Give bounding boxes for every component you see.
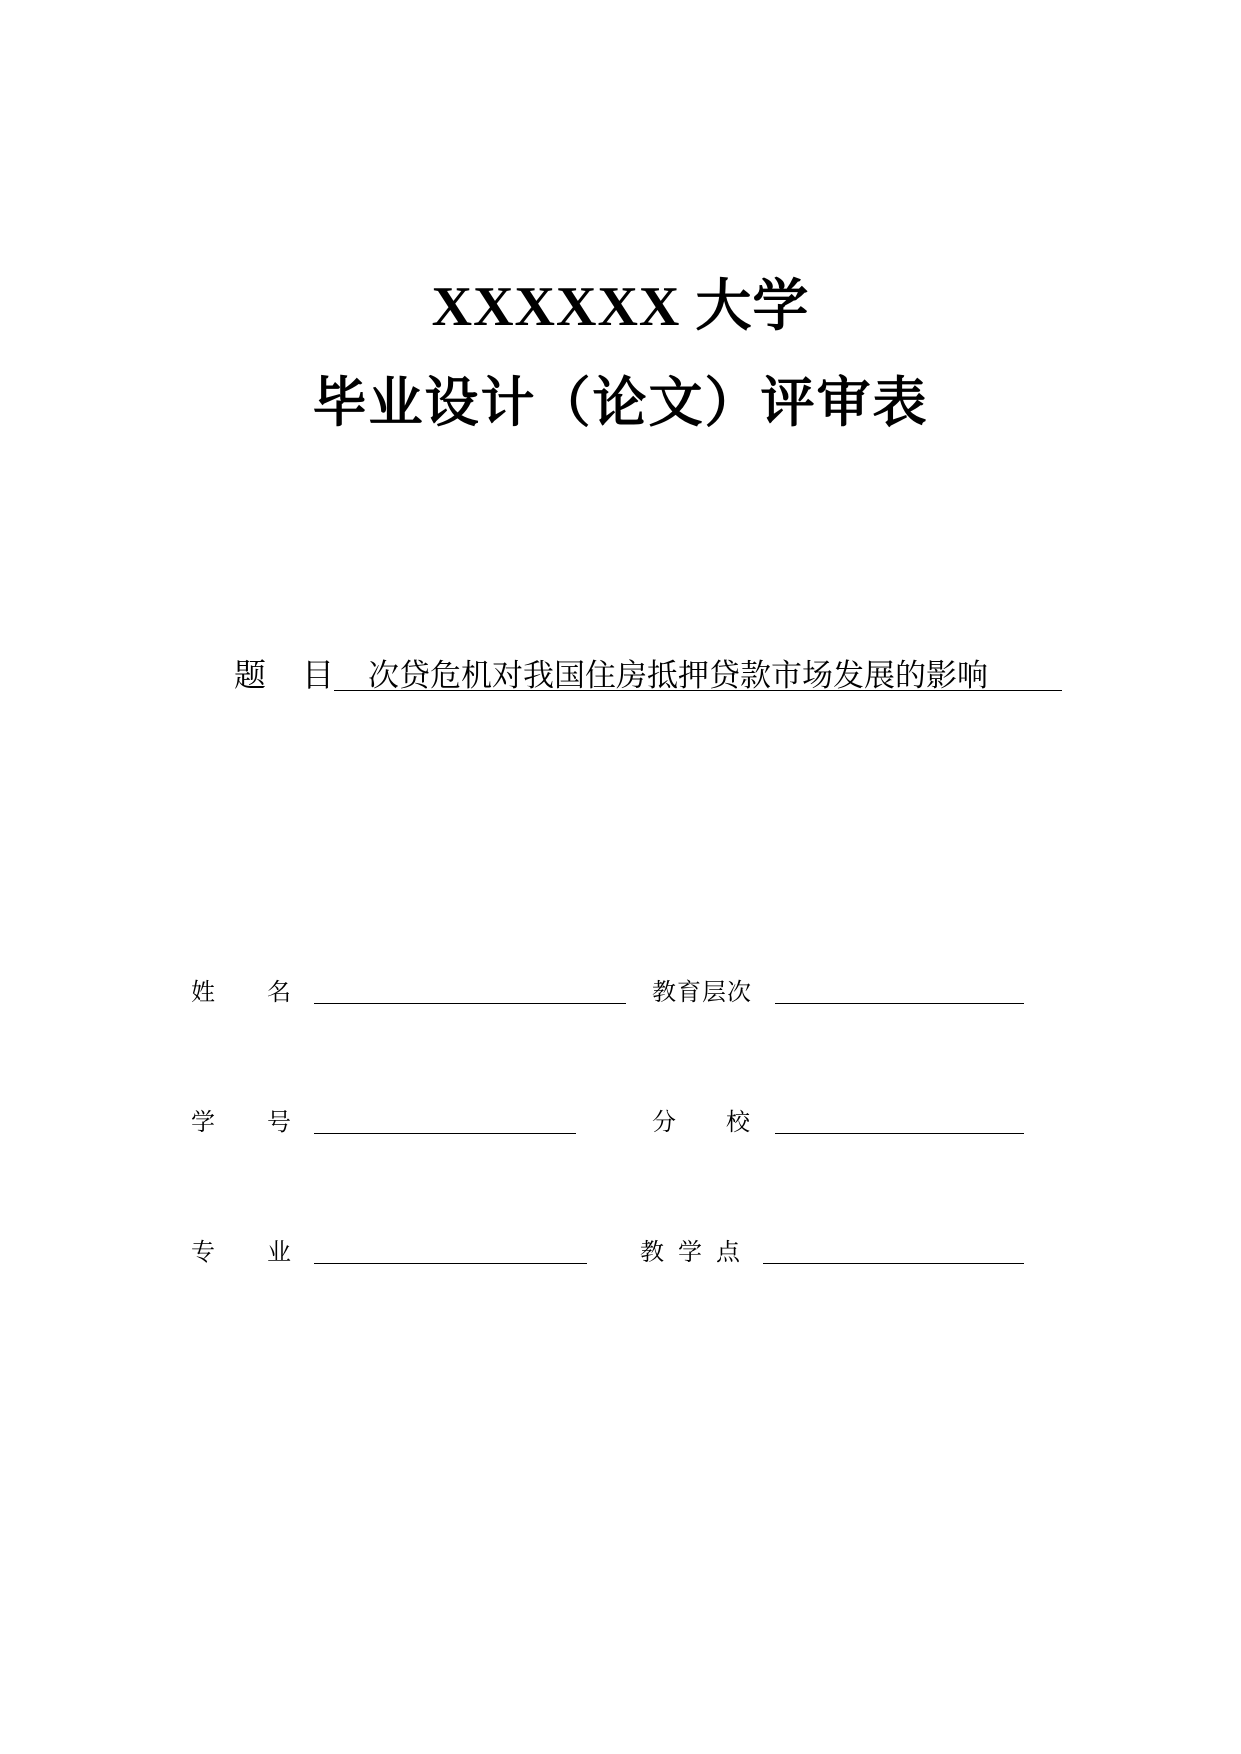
student-id-label-char-2: 号 [267,1108,291,1136]
branch-school-label [652,1102,752,1136]
name-label [191,972,291,1006]
teaching-site-label-char-2: 学 [678,1238,702,1266]
name-label-char-2: 名 [267,978,291,1006]
branch-school-label-char-2: 校 [726,1108,750,1136]
teaching-site-label [640,1232,750,1266]
major-label-char-1: 专 [191,1238,215,1266]
name-field[interactable] [314,1003,626,1004]
student-id-label [191,1102,291,1136]
major-label-char-2: 业 [267,1238,291,1266]
education-level-field[interactable] [775,1003,1024,1004]
topic-label-char-2: 目 [302,656,335,694]
topic-field[interactable] [334,650,1062,694]
branch-school-field[interactable] [775,1133,1024,1134]
name-label-char-1: 姓 [191,978,215,1006]
university-name: XXXXXX 大学 [431,276,810,338]
major-field[interactable] [314,1263,587,1264]
education-level-label: 教育层次 [652,978,752,1006]
topic-label-char-1: 题 [234,656,267,694]
teaching-site-label-char-3: 点 [716,1238,740,1266]
teaching-site-field[interactable] [763,1263,1024,1264]
topic-value: 次贷危机对我国住房抵押贷款市场发展的影响 [368,658,988,694]
student-id-field[interactable] [314,1133,576,1134]
student-id-label-char-1: 学 [191,1108,215,1136]
branch-school-label-char-1: 分 [652,1108,676,1136]
teaching-site-label-char-1: 教 [640,1238,664,1266]
form-title: 毕业设计（论文）评审表 [312,373,929,433]
major-label [191,1232,291,1266]
